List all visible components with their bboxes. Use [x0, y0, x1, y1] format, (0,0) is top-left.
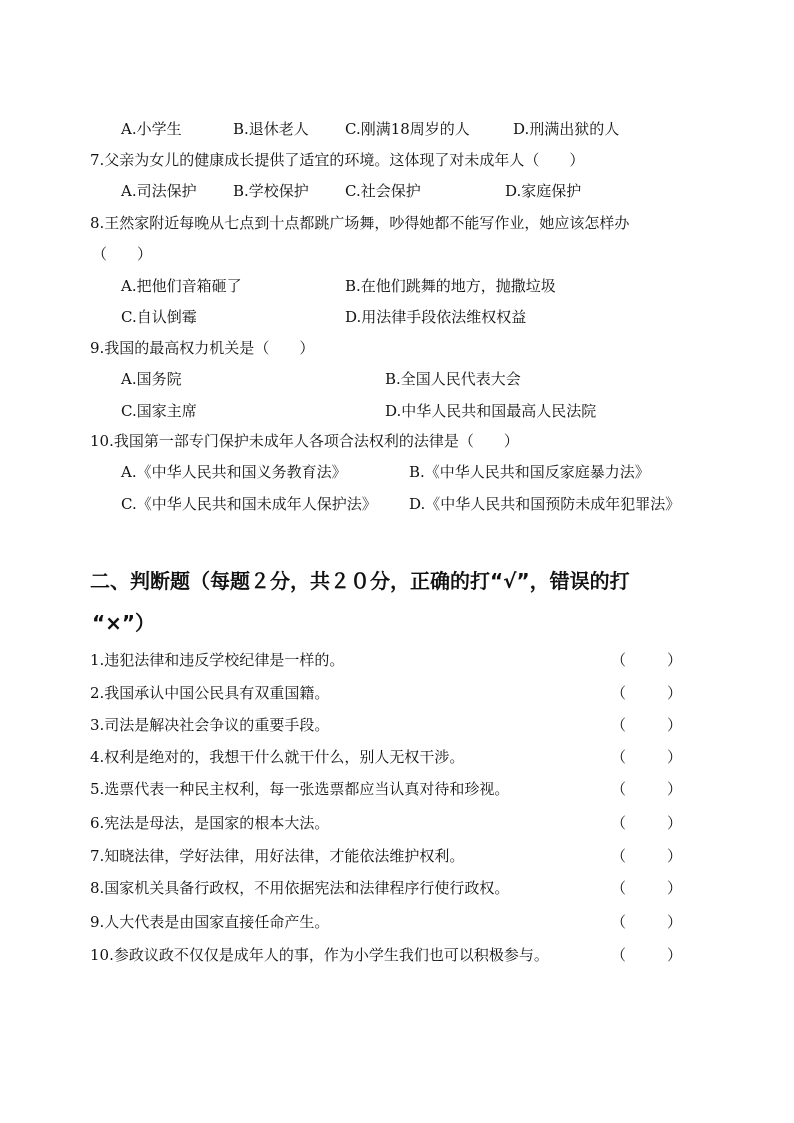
q9-option-b: B.全国人民代表大会: [385, 370, 521, 388]
q6-option-d: D.刑满出狱的人: [513, 120, 620, 138]
tf-item-1: 1.违犯法律和违反学校纪律是一样的。: [90, 651, 345, 669]
answer-paren-open: （: [611, 879, 627, 897]
q10-option-a: A.《中华人民共和国义务教育法》: [121, 463, 347, 481]
answer-paren-open: （: [611, 946, 627, 964]
q6-option-a: A.小学生: [121, 120, 182, 138]
q7-option-c: C.社会保护: [345, 182, 421, 200]
answer-paren-close: ）: [667, 716, 683, 734]
q7-option-a: A.司法保护: [121, 182, 197, 200]
q8-option-b: B.在他们跳舞的地方，抛撒垃圾: [345, 277, 556, 295]
q8-option-d: D.用法律手段依法维权权益: [345, 308, 527, 326]
q10-option-c: C.《中华人民共和国未成年人保护法》: [121, 495, 377, 513]
tf-item-3: 3.司法是解决社会争议的重要手段。: [90, 716, 330, 734]
q7-option-d: D.家庭保护: [505, 182, 582, 200]
answer-paren-close: ）: [667, 780, 683, 798]
answer-paren-close: ）: [667, 684, 683, 702]
answer-paren-open: （: [611, 748, 627, 766]
tf-item-6: 6.宪法是母法，是国家的根本大法。: [90, 814, 330, 832]
tf-item-8: 8.国家机关具备行政权，不用依据宪法和法律程序行使行政权。: [90, 879, 510, 897]
q10-option-b: B.《中华人民共和国反家庭暴力法》: [409, 463, 650, 481]
answer-paren-close: ）: [667, 946, 683, 964]
answer-paren-open: （: [611, 716, 627, 734]
tf-item-10: 10.参政议政不仅仅是成年人的事，作为小学生我们也可以积极参与。: [90, 946, 549, 964]
q10-option-d: D.《中华人民共和国预防未成年犯罪法》: [409, 495, 681, 513]
q7-stem: 7.父亲为女儿的健康成长提供了适宜的环境。这体现了对未成年人（ ）: [90, 151, 585, 169]
answer-paren-close: ）: [667, 651, 683, 669]
q9-option-a: A.国务院: [121, 370, 182, 388]
tf-item-9: 9.人大代表是由国家直接任命产生。: [90, 913, 330, 931]
answer-paren-close: ）: [667, 814, 683, 832]
q8-option-a: A.把他们音箱砸了: [121, 277, 242, 295]
tf-item-7: 7.知晓法律，学好法律，用好法律，才能依法维护权利。: [90, 847, 465, 865]
section-2-title-line-1: 二、判断题（每题２分，共２０分，正确的打“√”，错误的打: [90, 569, 630, 593]
q7-option-b: B.学校保护: [233, 182, 309, 200]
q9-option-c: C.国家主席: [121, 402, 197, 420]
q9-option-d: D.中华人民共和国最高人民法院: [385, 402, 597, 420]
q8-answer-blank: （ ）: [92, 245, 153, 263]
answer-paren-close: ）: [667, 847, 683, 865]
q6-option-b: B.退休老人: [233, 120, 309, 138]
q6-option-c: C.刚满18周岁的人: [345, 120, 470, 138]
answer-paren-open: （: [611, 913, 627, 931]
tf-item-2: 2.我国承认中国公民具有双重国籍。: [90, 684, 330, 702]
answer-paren-open: （: [611, 847, 627, 865]
answer-paren-open: （: [611, 651, 627, 669]
answer-paren-close: ）: [667, 748, 683, 766]
q8-option-c: C.自认倒霉: [121, 308, 197, 326]
q9-stem: 9.我国的最高权力机关是（ ）: [90, 339, 315, 357]
q10-stem: 10.我国第一部专门保护未成年人各项合法权利的法律是（ ）: [90, 432, 519, 450]
answer-paren-open: （: [611, 684, 627, 702]
section-2-title-line-2: “×”）: [92, 611, 156, 635]
q8-stem: 8.王然家附近每晚从七点到十点都跳广场舞，吵得她都不能写作业，她应该怎样办: [90, 214, 630, 232]
tf-item-5: 5.选票代表一种民主权利，每一张选票都应当认真对待和珍视。: [90, 780, 510, 798]
answer-paren-open: （: [611, 780, 627, 798]
answer-paren-close: ）: [667, 913, 683, 931]
tf-item-4: 4.权利是绝对的，我想干什么就干什么，别人无权干涉。: [90, 748, 465, 766]
answer-paren-close: ）: [667, 879, 683, 897]
answer-paren-open: （: [611, 814, 627, 832]
